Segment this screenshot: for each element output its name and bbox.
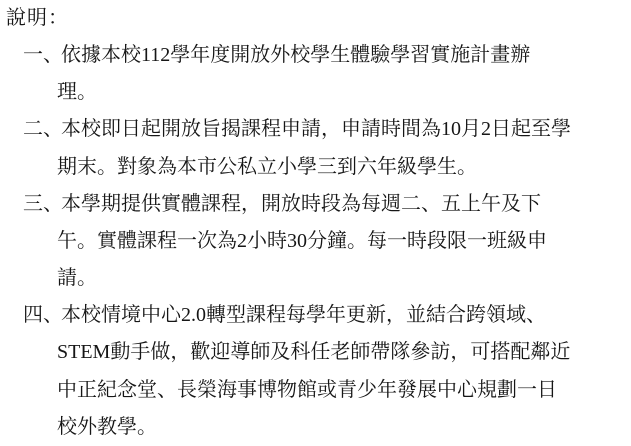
list-item-2-number: 二、 [23,118,63,141]
text-line: 請。 [57,267,97,290]
text-line: 本校即日起開放旨揭課程申請，申請時間為10月2日起至學 [61,118,571,141]
list-item-4-number: 四、 [23,304,63,327]
list-item-3 [0,186,631,297]
section-heading: 說明： [6,7,69,29]
list-item-1 [0,37,631,111]
text-line: 午。實體課程一次為2小時30分鐘。每一時段限一班級申 [57,229,547,252]
list-item-2 [0,111,631,185]
text-line: 理。 [57,81,97,104]
text-line: 本學期提供實體課程，開放時段為每週二、五上午及下 [61,192,541,215]
text-line: 依據本校112學年度開放外校學生體驗學習實施計畫辦 [61,44,531,67]
list-item-1-number: 一、 [23,44,63,67]
text-line: STEM動手做，歡迎導師及科任老師帶隊參訪，可搭配鄰近 [57,341,571,364]
list-item-4 [0,297,631,446]
text-line: 校外教學。 [57,415,157,438]
text-line: 本校情境中心2.0轉型課程每學年更新，並結合跨領域、 [61,304,546,327]
text-line: 期末。對象為本市公私立小學三到六年級學生。 [57,155,477,178]
text-line: 中正紀念堂、長榮海事博物館或青少年發展中心規劃一日 [57,378,557,401]
list-item-3-number: 三、 [23,192,63,215]
